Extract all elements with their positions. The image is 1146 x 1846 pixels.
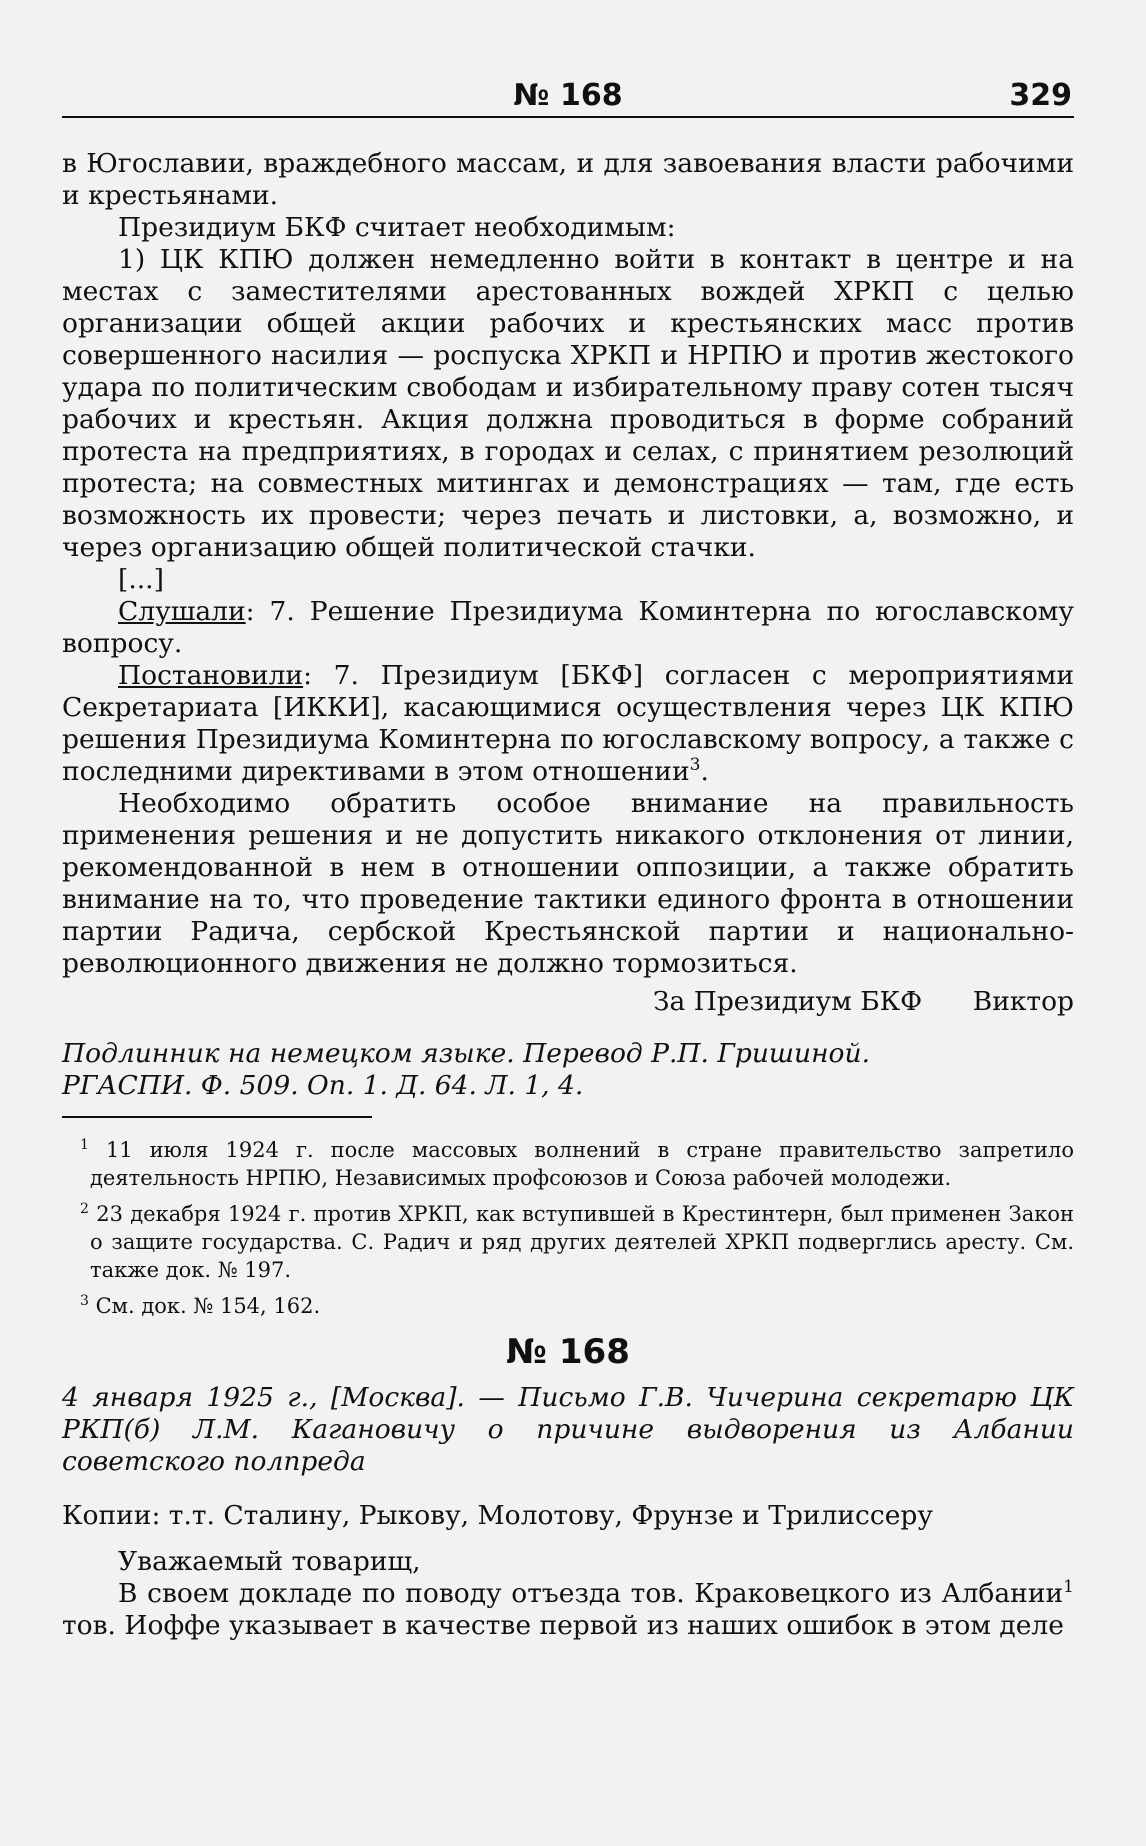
document-title: 4 января 1925 г., [Москва]. — Письмо Г.В. Чичерина секретарю ЦК РКП(б) Л.М. Кагановичу о причине выдворения из Албании советского полпреда [62, 1382, 1074, 1477]
resolved-end: . [700, 756, 709, 787]
heard-label: Слушали [118, 596, 246, 627]
signature: За Президиум БКФ Виктор [652, 986, 1074, 1017]
salutation: Уважаемый товарищ, [118, 1546, 421, 1577]
source-note-original: Подлинник на немецком языке. Перевод Р.П. Гришиной. [62, 1038, 870, 1069]
copies-line: Копии: т.т. Сталину, Рыкову, Молотову, Фрунзе и Трилиссеру [62, 1500, 933, 1531]
header-doc-number: № 168 [513, 78, 623, 113]
footnote-text: 23 декабря 1924 г. против ХРКП, как вступившей в Крестинтерн, был применен Закон о защите государства. С. Радич и ряд других деятелей ХРКП подверглись аресту. См. также док. № 197. [90, 1202, 1074, 1282]
heard-text: : 7. Решение Президиума Коминтерна по югославскому вопросу. [62, 596, 1074, 659]
letter-text-start: В своем докладе по поводу отъезда тов. Краковецкого из Албании [118, 1578, 1064, 1609]
resolved-label: Постановили [118, 660, 304, 691]
page-number: 329 [1009, 78, 1072, 113]
footnote [62, 1136, 1074, 1192]
footnote-text: 11 июля 1924 г. после массовых волнений в стране правительство запретило деятельность НРПЮ, Независимых профсоюзов и Союза рабочей молодежи. [90, 1138, 1074, 1190]
paragraph-omission: [...] [118, 564, 164, 595]
footnote-number: 1 [80, 1137, 89, 1153]
footnote-text: См. док. № 154, 162. [95, 1294, 321, 1318]
paragraph: Президиум БКФ считает необходимым: [118, 212, 676, 243]
footnote-ref: 1 [1063, 1577, 1074, 1598]
footnote-ref: 3 [689, 755, 701, 776]
source-note-archive: РГАСПИ. Ф. 509. Оп. 1. Д. 64. Л. 1, 4. [62, 1070, 584, 1101]
page-body [62, 148, 1074, 1642]
letter-text [62, 1578, 1074, 1642]
paragraph: в Югославии, враждебного массам, и для завоевания власти рабочими и крестьянами. [62, 148, 1074, 211]
page-header [62, 76, 1074, 118]
footnote [62, 1292, 1074, 1320]
document-number: № 168 [506, 1332, 630, 1372]
letter-text-cont: тов. Иоффе указывает в качестве первой из наших ошибок в этом деле [62, 1610, 1064, 1641]
footnote-number: 2 [80, 1201, 89, 1217]
paragraph-resolved [62, 660, 1074, 788]
paragraph: 1) ЦК КПЮ должен немедленно войти в контакт в центре и на местах с заместителями арестованных вождей ХРКП с целью организации общей акции рабочих и крестьянских масс против совершенного насилия — роспуска ХРКП и НРПЮ и против жестокого удара по политическим свободам и избирательному праву сотен тысяч рабочих и крестьян. Акция должна проводиться в форме собраний протеста на предприятиях, в городах и селах, с принятием резолюций протеста; на совместных митингах и демонстрациях — там, где есть возможность их провести; через печать и листовки, а, возможно, и через организацию общей политической стачки. [62, 244, 1074, 563]
paragraph-heard [62, 596, 1074, 660]
paragraph: Необходимо обратить особое внимание на правильность применения решения и не допустить никакого отклонения от линии, рекомендованной в нем в отношении оппозиции, а также обратить внимание на то, что проведение тактики единого фронта в отношении партии Радича, сербской Крестьянской партии и национально-революционного движения не должно тормозиться. [62, 788, 1074, 979]
resolved-text: : 7. Президиум [БКФ] согласен с мероприятиями Секретариата [ИККИ], касающимися осуществления через ЦК КПЮ решения Президиума Коминтерна по югославскому вопросу, а также с последними директивами в этом отношении [62, 660, 1074, 787]
footnote-number: 3 [80, 1293, 89, 1309]
footnote-divider [62, 1116, 372, 1118]
footnote [62, 1200, 1074, 1284]
